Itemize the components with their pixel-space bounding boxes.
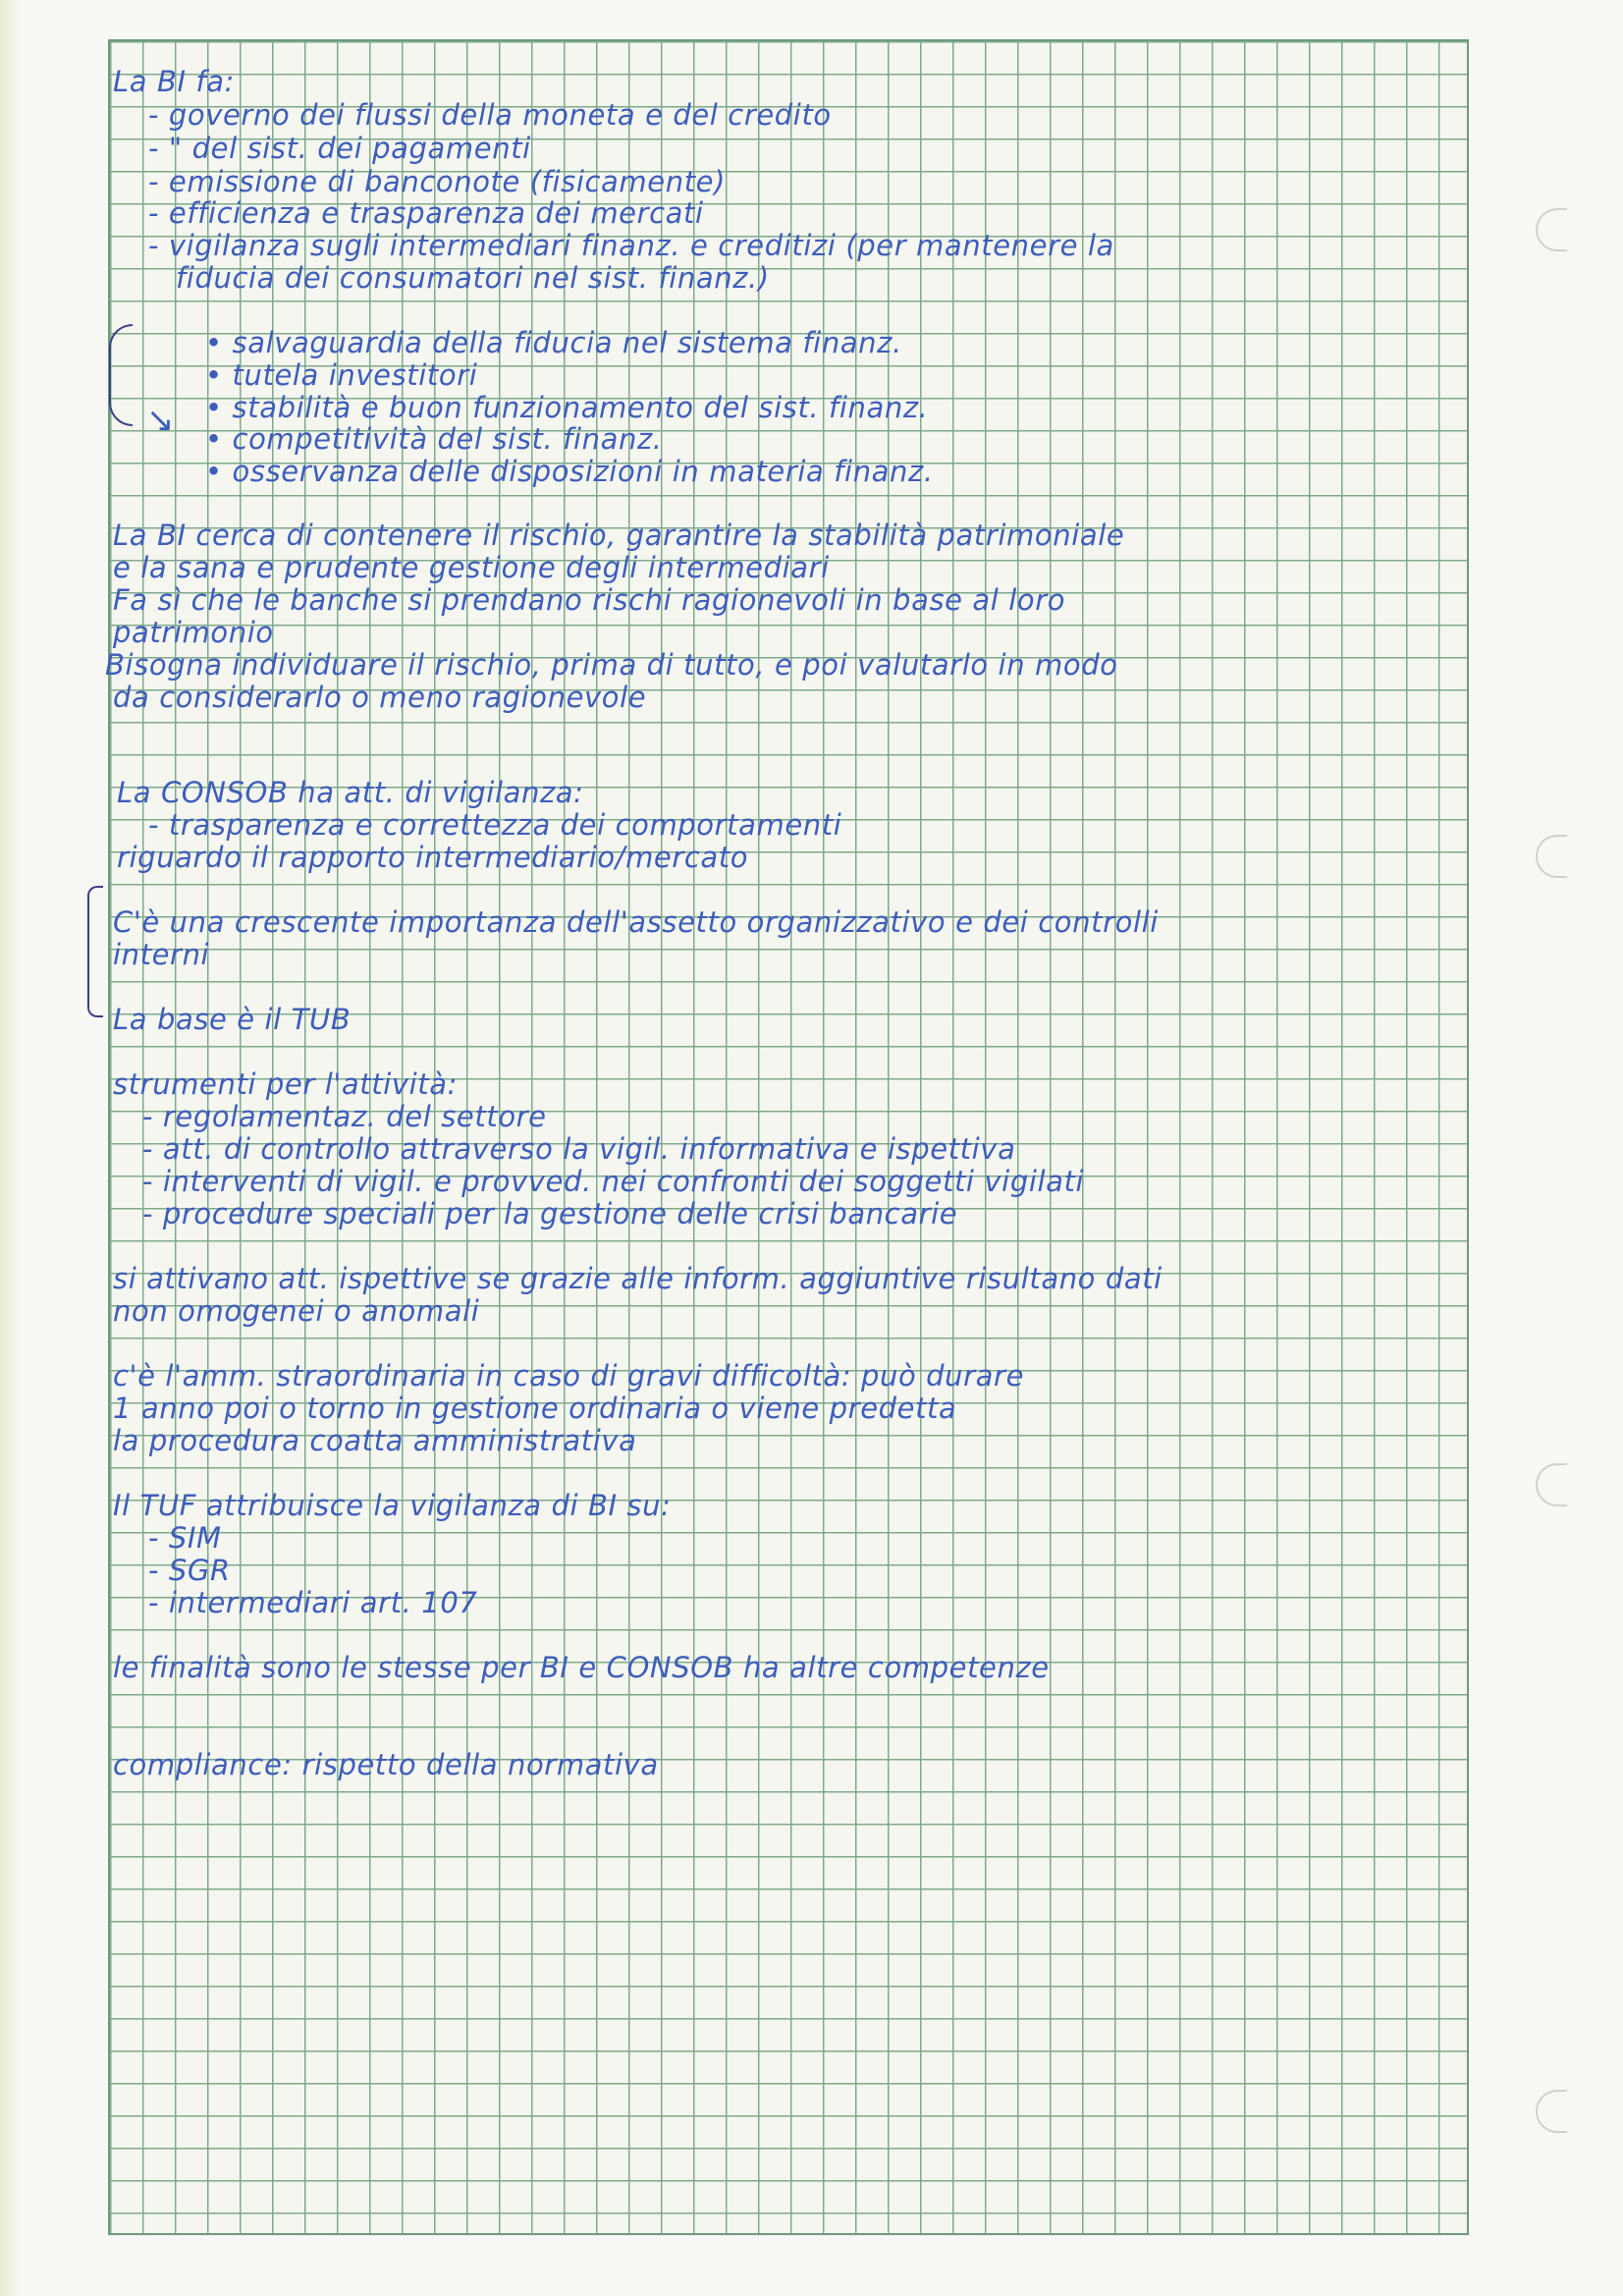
note-line: fiducia dei consumatori nel sist. finanz.)	[176, 261, 770, 295]
note-line: • salvaguardia della fiducia nel sistema finanz.	[205, 326, 902, 359]
note-line: La BI cerca di contenere il rischio, garantire la stabilità patrimoniale	[113, 519, 1125, 552]
paper-binding-edge	[0, 0, 22, 2296]
note-line: C'è una crescente importanza dell'assetto organizzativo e dei controlli	[113, 905, 1159, 939]
note-line: - att. di controllo attraverso la vigil. informativa e ispettiva	[142, 1132, 1016, 1166]
note-line: • stabilità e buon funzionamento del sist. finanz.	[205, 391, 929, 424]
note-line: - governo dei flussi della moneta e del credito	[148, 98, 832, 132]
note-line: • competitività del sist. finanz.	[205, 422, 663, 456]
note-line: 1 anno poi o torno in gestione ordinaria o viene predetta	[113, 1392, 957, 1425]
note-line: - " del sist. dei pagamenti	[148, 132, 531, 165]
note-line: e la sana e prudente gestione degli intermediari	[113, 551, 830, 584]
note-line: - vigilanza sugli intermediari finanz. e creditizi (per mantenere la	[148, 229, 1114, 262]
curved-bracket	[109, 324, 133, 426]
note-line: da considerarlo o meno ragionevole	[113, 681, 647, 714]
note-line: - procedure speciali per la gestione delle crisi bancarie	[142, 1197, 958, 1230]
punch-hole	[1536, 1463, 1567, 1506]
note-line: Il TUF attribuisce la vigilanza di BI su:	[113, 1489, 672, 1522]
punch-hole	[1536, 2090, 1567, 2133]
note-line: • osservanza delle disposizioni in materia finanz.	[205, 455, 934, 488]
punch-hole	[1536, 208, 1567, 251]
note-line: La base è il TUB	[113, 1003, 352, 1036]
note-line: compliance: rispetto della normativa	[113, 1748, 659, 1781]
note-line: - efficienza e trasparenza dei mercati	[148, 196, 704, 230]
note-line: - trasparenza e correttezza dei comportamenti	[148, 808, 842, 842]
note-line: - intermediari art. 107	[148, 1586, 478, 1619]
note-line: strumenti per l'attività:	[113, 1067, 459, 1101]
note-line: • tutela investitori	[205, 358, 478, 392]
note-line: - emissione di banconote (fisicamente)	[148, 165, 727, 198]
note-line: - SGR	[148, 1554, 231, 1587]
note-line: la procedura coatta amministrativa	[113, 1424, 637, 1457]
note-line: - regolamentaz. del settore	[142, 1100, 547, 1133]
note-line: Bisogna individuare il rischio, prima di tutto, e poi valutarlo in modo	[105, 648, 1118, 682]
arrow-icon: ↘	[146, 401, 176, 440]
note-line: Fa sì che le banche si prendano rischi ragionevoli in base al loro	[113, 583, 1066, 617]
note-line: La CONSOB ha att. di vigilanza:	[117, 776, 584, 809]
note-line: riguardo il rapporto intermediario/mercato	[117, 841, 749, 874]
note-line: non omogenei o anomali	[113, 1294, 480, 1328]
note-line: - interventi di vigil. e provved. nei confronti dei soggetti vigilati	[142, 1165, 1085, 1198]
note-line: si attivano att. ispettive se grazie alle inform. aggiuntive risultano dati	[113, 1262, 1163, 1295]
note-line: patrimonio	[113, 616, 274, 649]
side-bracket	[87, 886, 103, 1017]
punch-hole	[1536, 835, 1567, 878]
note-line: le finalità sono le stesse per BI e CONSOB ha altre competenze	[113, 1651, 1050, 1684]
note-line: c'è l'amm. straordinaria in caso di gravi difficoltà: può durare	[113, 1359, 1025, 1393]
note-line: interni	[113, 938, 210, 971]
note-line: La BI fa:	[113, 65, 235, 98]
note-line: - SIM	[148, 1521, 222, 1555]
